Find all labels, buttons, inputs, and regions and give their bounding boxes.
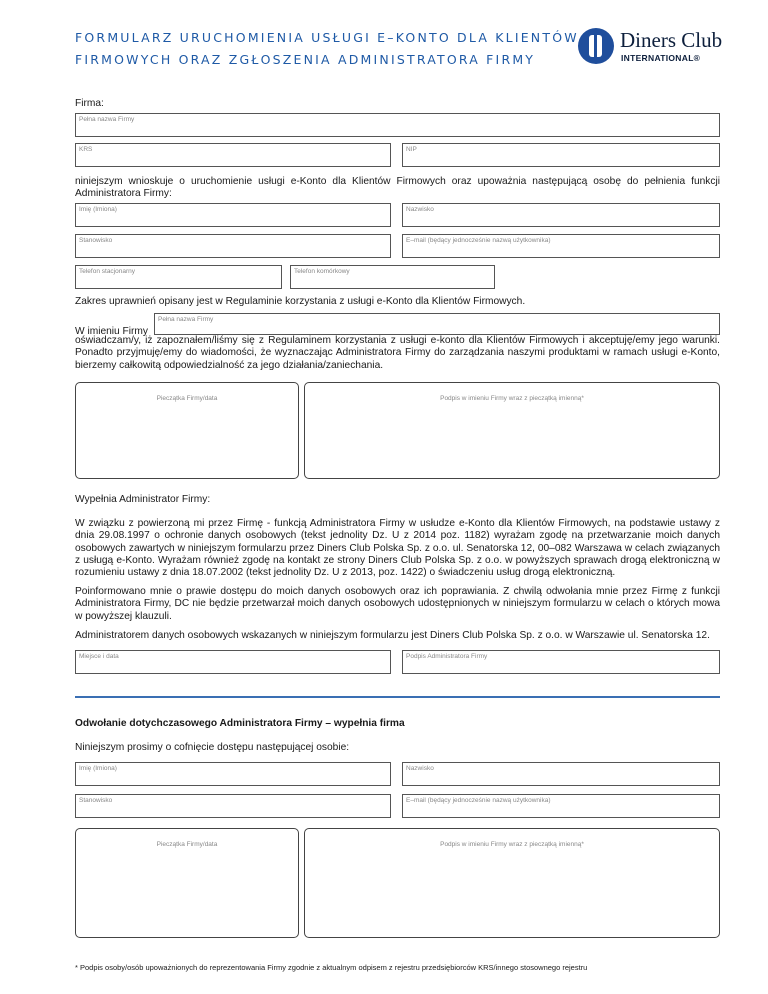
revoke-first-name-label: Imię (Imiona) — [79, 765, 117, 772]
place-date-label: Miejsce i data — [79, 653, 119, 660]
admin-phone-field[interactable] — [75, 265, 282, 289]
footnote: * Podpis osoby/osób upoważnionych do reprezentowania Firmy zgodnie z aktualnym odpisem z rejestru przedsiębiorców KRS/innego stosownego rejestru — [75, 963, 588, 972]
krs-label: KRS — [79, 146, 93, 153]
logo-name: Diners Club — [620, 28, 723, 52]
revoke-stamp-label: Pieczątka Firmy/data — [156, 841, 218, 848]
consent-paragraph: W związku z powierzoną mi przez Firmę - funkcją Administratora Firmy w usłudze e-Konto dla Klientów Firmowych, na podstawie ustawy z dnia 29.08.1997 o ochronie danych osobowych (tekst jednolity Dz. U z 2014 poz. 1182) wyrażam zgodę na przetwarzanie moich danych osobowych zawartych w niniejszym formularzu przez Diners Club Polska Sp. z o.o. ul. Senatorska 12, 00–082 Warszawa w celach związanych z usługą e-Konto. Wyrażam również zgodę na kontakt ze strony Diners Club Polska Sp. z o.o. w powyższych sprawach drogą elektroniczną w rozumieniu ustawy z dnia 18.07.2002 (tekst jednolity Dz. U z 2013, poz. 1422) o świadczeniu usług drogą elektroniczną. — [75, 518, 720, 579]
admin-last-name-field[interactable] — [402, 203, 720, 227]
form-title-line1: FORMULARZ URUCHOMIENIA USŁUGI E–KONTO DLA KLIENTÓW — [75, 30, 579, 45]
company-full-name-field[interactable] — [75, 113, 720, 137]
revoke-signature-box[interactable] — [304, 828, 720, 938]
company-signature-box[interactable] — [304, 382, 720, 479]
declaration-text: oświadczam/y, iż zapoznałem/liśmy się z Regulaminem korzystania z usługi e-konto dla Klientów Firmowych i akceptuję/emy jego warunki. Ponadto przyjmuję/emy do wiadomości, że wyznaczając Administratora Firmy do zarządzania naszymi produktami w ramach usługi e-Konto, bierzemy całkowitą odpowiedzialność za jego działania/zaniechania. — [75, 335, 720, 371]
company-heading: Firma: — [75, 98, 104, 109]
admin-mobile-label: Telefon komórkowy — [294, 268, 350, 275]
on-behalf-company-label: Pełna nazwa Firmy — [158, 316, 214, 323]
admin-first-name-label: Imię (Imiona) — [79, 206, 117, 213]
on-behalf-company-field[interactable] — [154, 313, 720, 335]
krs-field[interactable] — [75, 143, 391, 167]
rights-paragraph: Poinformowano mnie o prawie dostępu do moich danych osobowych oraz ich poprawiania. Z chwilą odwołania mnie przez Firmę z funkcji Administratora Firmy, DC nie będzie przetwarzał moich danych osobowych udostępnionych w niniejszym formularzu w celach o których mowa w powyższej klauzuli. — [75, 586, 720, 622]
diners-logo-icon — [578, 28, 614, 64]
admin-position-label: Stanowisko — [79, 237, 113, 244]
nip-field[interactable] — [402, 143, 720, 167]
form-title-line2: FIRMOWYCH ORAZ ZGŁOSZENIA ADMINISTRATORA FIRMY — [75, 52, 536, 67]
company-full-name-label: Pełna nazwa Firmy — [79, 116, 135, 123]
revocation-heading: Odwołanie dotychczasowego Administratora Firmy – wypełnia firma — [75, 718, 405, 729]
logo-sub: INTERNATIONAL® — [621, 53, 701, 63]
revoke-last-name-label: Nazwisko — [406, 765, 434, 772]
place-date-field[interactable] — [75, 650, 391, 674]
company-stamp-box[interactable] — [75, 382, 299, 479]
diners-club-logo — [578, 28, 723, 66]
section-divider — [75, 696, 720, 698]
admin-signature-label: Podpis Administratora Firmy — [406, 653, 488, 660]
admin-position-field[interactable] — [75, 234, 391, 258]
revoke-signature-label: Podpis w imieniu Firmy wraz z pieczątką imienną* — [440, 841, 584, 848]
company-signature-label: Podpis w imieniu Firmy wraz z pieczątką imienną* — [440, 395, 584, 402]
admin-phone-label: Telefon stacjonarny — [79, 268, 136, 275]
revoke-position-label: Stanowisko — [79, 797, 113, 804]
revoke-email-label: E–mail (będący jednocześnie nazwą użytkownika) — [406, 797, 551, 804]
admin-mobile-field[interactable] — [290, 265, 495, 289]
revoke-email-field[interactable] — [402, 794, 720, 818]
admin-email-label: E–mail (będący jednocześnie nazwą użytkownika) — [406, 237, 551, 244]
request-text: niniejszym wnioskuje o uruchomienie usługi e-Konto dla Klientów Firmowych oraz upoważnia następującą osobę do pełnienia funkcji Administratora Firmy: — [75, 176, 720, 200]
admin-last-name-label: Nazwisko — [406, 206, 434, 213]
revoke-position-field[interactable] — [75, 794, 391, 818]
data-controller-paragraph: Administratorem danych osobowych wskazanych w niniejszym formularzu jest Diners Club Polska Sp. z o.o. w Warszawie ul. Senatorska 12. — [75, 630, 710, 641]
admin-fill-heading: Wypełnia Administrator Firmy: — [75, 494, 211, 505]
revoke-first-name-field[interactable] — [75, 762, 391, 786]
revocation-request: Niniejszym prosimy o cofnięcie dostępu następującej osobie: — [75, 742, 350, 753]
on-behalf-prefix: W imieniu Firmy — [75, 326, 149, 337]
revoke-stamp-box[interactable] — [75, 828, 299, 938]
revoke-last-name-field[interactable] — [402, 762, 720, 786]
scope-text: Zakres uprawnień opisany jest w Regulaminie korzystania z usługi e-Konto dla Klientów Firmowych. — [75, 296, 526, 307]
admin-first-name-field[interactable] — [75, 203, 391, 227]
admin-signature-field[interactable] — [402, 650, 720, 674]
admin-email-field[interactable] — [402, 234, 720, 258]
company-stamp-label: Pieczątka Firmy/data — [156, 395, 218, 402]
nip-label: NIP — [406, 146, 417, 153]
